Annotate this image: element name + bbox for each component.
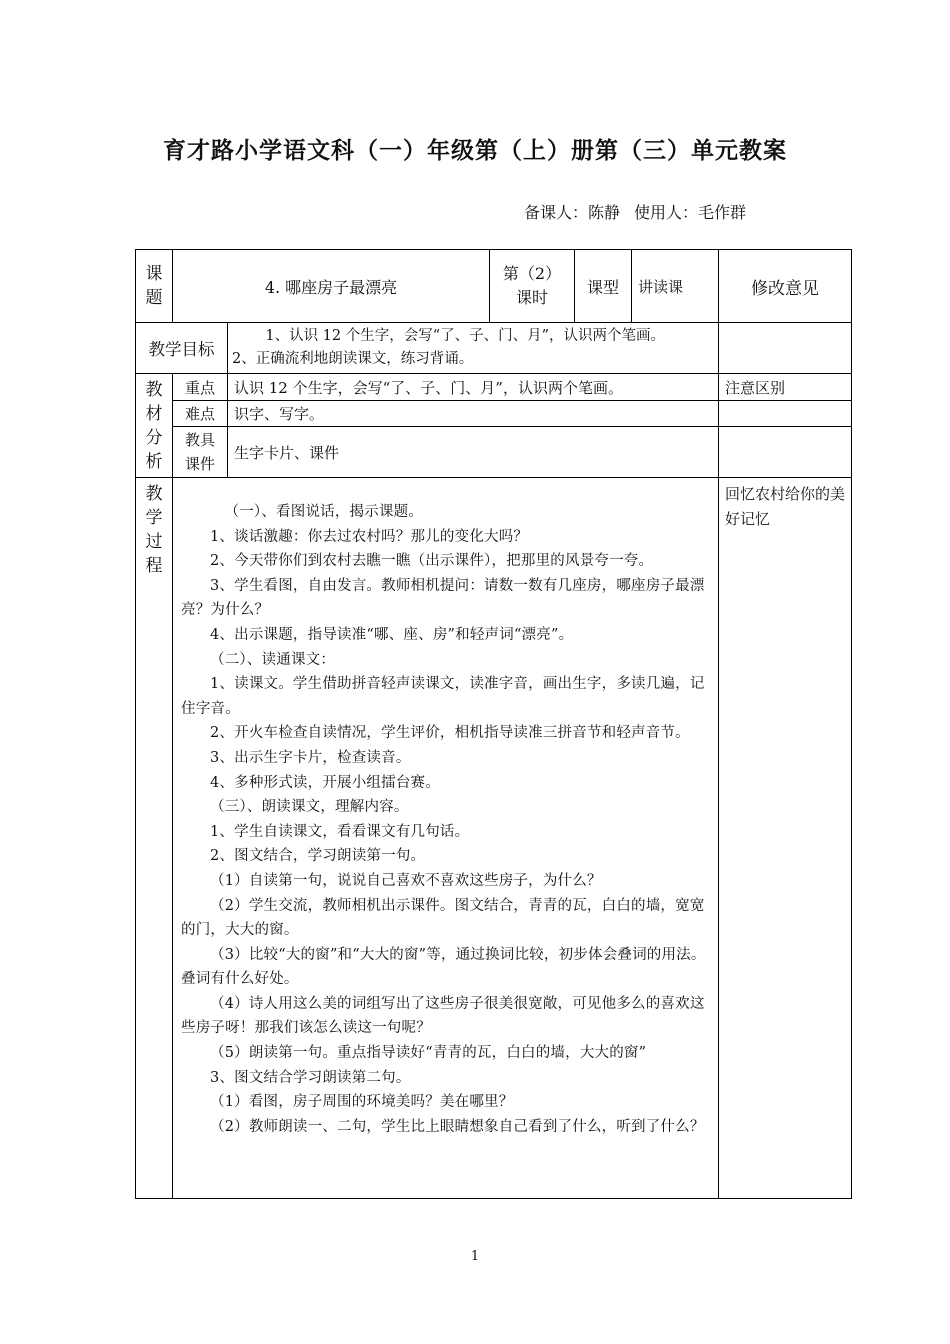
process-content	[173, 478, 719, 1199]
period: 第（2） 课时	[490, 250, 575, 323]
process-paragraph: （3）比较“大的窗”和“大大的窗”等，通过换词比较，初步体会叠词的用法。叠词有什么好处。	[181, 946, 706, 988]
document-title: 育才路小学语文科（一）年级第（上）册第（三）单元教案	[163, 137, 787, 164]
process-label: 教 学 过 程	[136, 478, 173, 1199]
difficulty-label: 难点	[173, 401, 228, 427]
key-value: 认识 12 个生字，会写“了、子、门、月”，认识两个笔画。	[228, 374, 719, 401]
user: 使用人：毛作群	[634, 203, 747, 222]
key-row	[136, 374, 852, 401]
header-row	[136, 250, 852, 323]
type-value: 讲读课	[632, 250, 719, 323]
process-paragraph: （5）朗读第一句。重点指导读好“青青的瓦，白白的墙，大大的窗”	[210, 1045, 647, 1062]
tools-row	[136, 427, 852, 478]
process-paragraph: 1、读课文。学生借助拼音轻声读课文，读准字音，画出生字，多读几遍，记住字音。	[181, 676, 705, 717]
process-paragraph: （一）、看图说话，揭示课题。	[224, 504, 424, 520]
process-paragraph: 1、学生自读课文，看看课文有几句话。	[210, 823, 470, 840]
goals-row	[136, 323, 852, 374]
process-paragraph: 3、出示生字卡片，检查读音。	[210, 749, 411, 766]
page-number: 1	[470, 1249, 480, 1264]
difficulty-note	[719, 401, 852, 427]
process-paragraph: 4、多种形式读，开展小组擂台赛。	[210, 774, 440, 791]
topic-label: 课 题	[136, 250, 173, 323]
revision-label: 修改意见	[719, 250, 852, 323]
tools-note	[719, 427, 852, 478]
process-paragraph: 2、图文结合，学习朗读第一句。	[210, 848, 426, 865]
goals-content	[228, 323, 719, 374]
process-paragraph: 4、出示课题，指导读准“哪、座、房”和轻声词“漂亮”。	[210, 626, 574, 643]
preparer: 备课人：陈静	[524, 203, 621, 222]
process-paragraph: 2、开火车检查自读情况，学生评价，相机指导读准三拼音节和轻声音节。	[210, 725, 690, 742]
process-paragraph: （三）、朗读课文，理解内容。	[210, 799, 409, 816]
process-paragraph: 1、谈话激趣：你去过农村吗？那儿的变化大吗？	[210, 528, 529, 545]
goals-label: 教学目标	[136, 323, 228, 374]
process-paragraph: 2、今天带你们到农村去瞧一瞧（出示课件），把那里的风景夸一夸。	[210, 553, 654, 570]
key-note: 注意区别	[719, 374, 852, 401]
process-paragraph: （2）教师朗读一、二句，学生比上眼睛想象自己看到了什么，听到了什么？	[210, 1118, 705, 1135]
key-label: 重点	[173, 374, 228, 401]
process-note: 回忆农村给你的美好记忆	[719, 478, 852, 1199]
process-paragraph: （1）自读第一句，说说自己喜欢不喜欢这些房子，为什么？	[210, 872, 602, 889]
goals-note	[719, 323, 852, 374]
goal-line: 1、认识 12 个生字，会写“了、子、门、月”，认识两个笔画。	[265, 328, 666, 344]
difficulty-value: 识字、写字。	[228, 401, 719, 427]
process-paragraph: 3、图文结合学习朗读第二句。	[210, 1069, 411, 1086]
topic-value: 4. 哪座房子最漂亮	[173, 250, 490, 323]
tools-value: 生字卡片、课件	[228, 427, 719, 478]
goal-line: 2、正确流利地朗读课文，练习背诵。	[232, 351, 474, 367]
process-paragraph: （4）诗人用这么美的词组写出了这些房子很美很宽敞，可见他多么的喜欢这些房子呀！那我们该怎么读这一句呢？	[181, 995, 705, 1037]
type-label: 课型	[575, 250, 632, 323]
process-paragraph: （二）、读通课文：	[210, 651, 336, 668]
process-paragraph: （1）看图，房子周围的环境美吗？美在哪里？	[210, 1094, 514, 1111]
process-paragraph: 3、学生看图，自由发言。教师相机提问：请数一数有几座房，哪座房子最漂亮？为什么？	[181, 577, 705, 619]
tools-label: 教具 课件	[173, 427, 228, 478]
lesson-plan-table	[135, 249, 852, 1199]
analysis-label: 教 材 分 析	[136, 374, 173, 478]
process-row	[136, 478, 852, 1199]
authors-line	[524, 200, 760, 223]
process-paragraph: （2）学生交流，教师相机出示课件。图文结合，青青的瓦，白白的墙，宽宽的门，大大的窗。	[181, 897, 705, 939]
difficulty-row	[136, 401, 852, 427]
